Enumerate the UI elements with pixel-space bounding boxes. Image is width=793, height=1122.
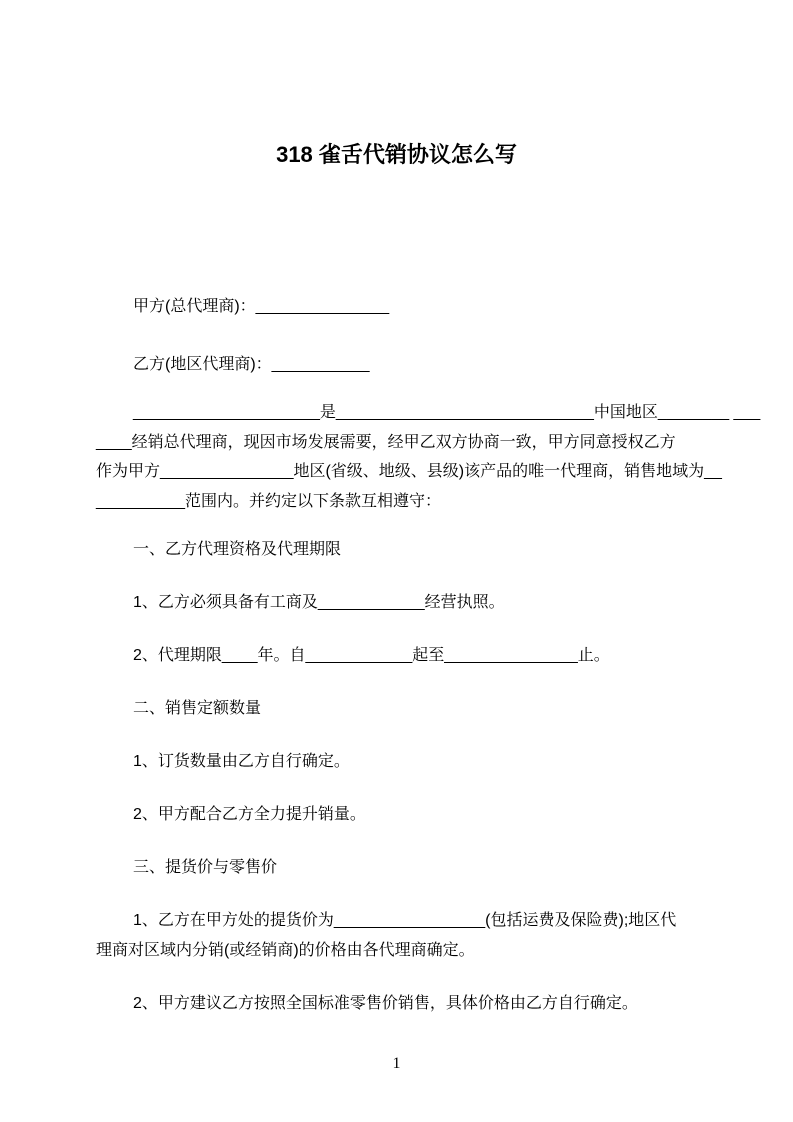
party-b-text: 乙方(地区代理商)：___________: [133, 355, 370, 373]
party-a-line: [96, 292, 697, 322]
section-3-heading-text: 三、提货价与零售价: [133, 859, 278, 876]
section-1-item-2-text: 2、代理期限____年。自____________起至_______________止。: [133, 647, 610, 664]
intro-line: _____________________是_____________________________中国地区________ ___: [133, 404, 761, 421]
intro-line: __________范围内。并约定以下条款互相遵守：: [96, 492, 441, 510]
section-1-heading: [96, 535, 697, 565]
party-b-line: [96, 350, 697, 380]
intro-line: 作为甲方_______________地区(省级、地级、县级)该产品的唯一代理商，销售地域为__: [96, 463, 722, 480]
section-3-item-1-line: 1、乙方在甲方处的提货价为_________________(包括运费及保险费);地区代: [133, 912, 677, 929]
section-2-item-2-text: 2、甲方配合乙方全力提升销量。: [133, 806, 366, 823]
section-2-item-2: [96, 800, 697, 830]
section-2-heading: [96, 694, 697, 724]
section-1-heading-text: 一、乙方代理资格及代理期限: [133, 541, 342, 558]
section-3-item-2: [96, 989, 697, 1019]
document-body: [96, 0, 761, 1018]
section-3-item-1: [96, 906, 697, 965]
section-2-item-1: [96, 747, 697, 777]
intro-line: ____经销总代理商，现因市场发展需要，经甲乙双方协商一致，甲方同意授权乙方: [96, 433, 676, 451]
party-a-text: 甲方(总代理商)：_______________: [133, 298, 390, 315]
section-3-item-2-text: 2、甲方建议乙方按照全国标准零售价销售，具体价格由乙方自行确定。: [133, 994, 638, 1012]
intro-paragraph: [96, 398, 761, 516]
page-number: 1: [392, 1055, 401, 1072]
section-1-item-1: [96, 588, 697, 618]
document-title: 318 雀舌代销协议怎么写: [276, 142, 517, 167]
section-3-item-1-line: 理商对区域内分销(或经销商)的价格由各代理商确定。: [96, 941, 475, 959]
section-3-heading: [96, 853, 697, 883]
section-1-item-2: [96, 641, 697, 671]
section-1-item-1-text: 1、乙方必须具备有工商及____________经营执照。: [133, 594, 505, 611]
section-2-item-1-text: 1、订货数量由乙方自行确定。: [133, 753, 350, 770]
section-2-heading-text: 二、销售定额数量: [133, 700, 262, 717]
